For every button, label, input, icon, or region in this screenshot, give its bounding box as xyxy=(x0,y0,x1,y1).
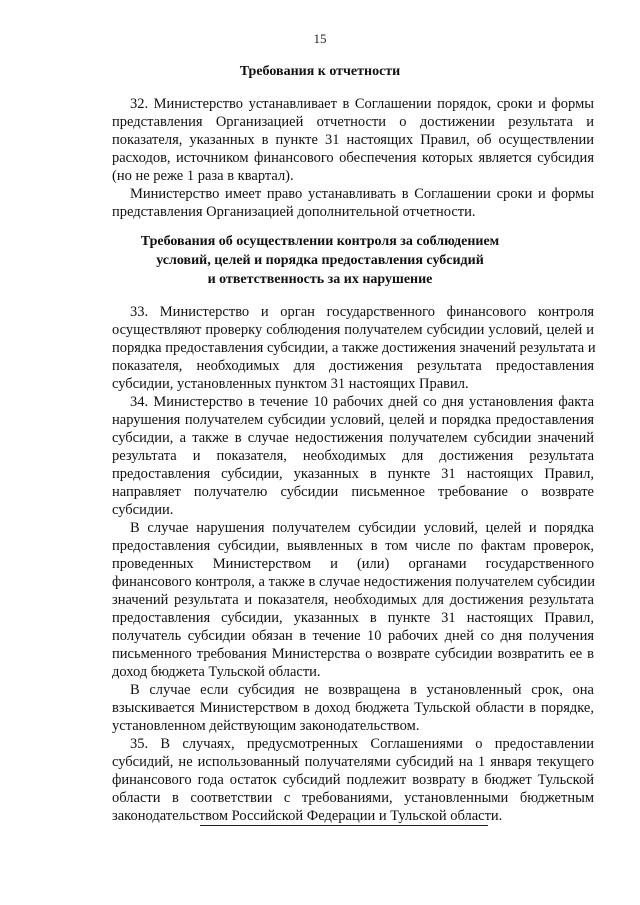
paragraph-35-line: субсидий, не использованный получателями субсидий на 1 января текущего xyxy=(112,754,594,770)
paragraph-32-line: (но не реже 1 раза в квартал). xyxy=(112,168,294,184)
paragraph-violation-line: доход бюджета Тульской области. xyxy=(112,664,321,680)
paragraph-32-line: показателя, указанных в пункте 31 настоящих Правил, об осуществлении xyxy=(112,132,594,148)
section-heading-reporting xyxy=(0,62,640,81)
paragraph-34-line: субсидии, а также в случае недостижения получателем субсидии значений xyxy=(112,430,594,446)
paragraph-34-line: предоставления субсидии, указанных в пункте 31 настоящих Правил, xyxy=(112,466,594,482)
paragraph-violation-line: письменного требования Министерства о возврате субсидии возвратить ее в xyxy=(112,646,594,662)
paragraph-32-line: 32. Министерство устанавливает в Соглашении порядок, сроки и формы xyxy=(130,96,594,112)
paragraph-additional-line: Министерство имеет право устанавливать в Соглашении сроки и формы xyxy=(130,186,594,202)
paragraph-34-line: 34. Министерство в течение 10 рабочих дней со дня установления факта xyxy=(130,394,594,410)
heading-line: и ответственность за их нарушение xyxy=(207,272,433,287)
paragraph-33-line: показателя, необходимых для достижения результата предоставления xyxy=(112,358,594,374)
paragraph-violation-line: предоставления субсидии, выявленных в том числе по фактам проверок, xyxy=(112,538,594,554)
paragraph-34-line: субсидии. xyxy=(112,502,174,518)
paragraph-nonreturn-line: В случае если субсидия не возвращена в установленный срок, она xyxy=(130,682,594,698)
paragraph-34-line: результата и показателя, необходимых для достижения результата xyxy=(112,448,594,464)
paragraph-32-line: расходов, источником финансового обеспечения которых является субсидия xyxy=(112,150,594,166)
paragraph-33-line: субсидии, установленных пунктом 31 настоящих Правил. xyxy=(112,376,469,392)
paragraph-35-line: финансового года остаток субсидий подлежит возврату в бюджет Тульской xyxy=(112,772,594,788)
paragraph-35-line: области в соответствии с требованиями, установленными бюджетным xyxy=(112,790,594,806)
paragraph-34-line: направляет получателю субсидии письменное требование о возврате xyxy=(112,484,594,500)
heading-line: Требования к отчетности xyxy=(239,64,401,79)
paragraph-nonreturn-line: взыскивается Министерством в доход бюджета Тульской области в порядке, xyxy=(112,700,594,716)
paragraph-violation-line: предоставления субсидии, указанных в пункте 31 настоящих Правил, xyxy=(112,610,594,626)
paragraph-33-line: порядка предоставления субсидии, а также достижения значений результата и xyxy=(112,340,596,356)
paragraph-35-line: законодательством Российской Федерации и Тульской области. xyxy=(112,808,503,824)
paragraph-violation-line: проведенных Министерством и (или) органами государственного xyxy=(112,556,594,572)
paragraph-33-line: 33. Министерство и орган государственного финансового контроля xyxy=(130,304,594,320)
paragraph-violation-line: получатель субсидии обязан в течение 10 рабочих дней со дня получения xyxy=(112,628,594,644)
end-divider xyxy=(200,825,488,826)
paragraph-33-line: осуществляют проверку соблюдения получателем субсидии условий, целей и xyxy=(112,322,594,338)
heading-line: условий, целей и порядка предоставления субсидий xyxy=(156,253,484,268)
paragraph-violation-line: финансового контроля, а также в случае недостижения получателем субсидии xyxy=(112,574,595,590)
paragraph-violation-line: В случае нарушения получателем субсидии условий, целей и порядка xyxy=(130,520,594,536)
paragraph-nonreturn-line: установленном действующим законодательством. xyxy=(112,718,420,734)
page-number: 15 xyxy=(313,31,327,46)
paragraph-35-line: 35. В случаях, предусмотренных Соглашениями о предоставлении xyxy=(130,736,594,752)
paragraph-32-line: представления Организацией отчетности о достижении результата и xyxy=(112,114,594,130)
paragraph-violation-line: значений результата и показателя, необходимых для достижения результата xyxy=(112,592,594,608)
section-heading-control xyxy=(0,232,640,289)
paragraph-additional-line: представления Организацией дополнительной отчетности. xyxy=(112,204,476,220)
paragraph-34-line: нарушения получателем субсидии условий, целей и порядка предоставления xyxy=(112,412,594,428)
heading-line: Требования об осуществлении контроля за соблюдением xyxy=(140,234,500,249)
